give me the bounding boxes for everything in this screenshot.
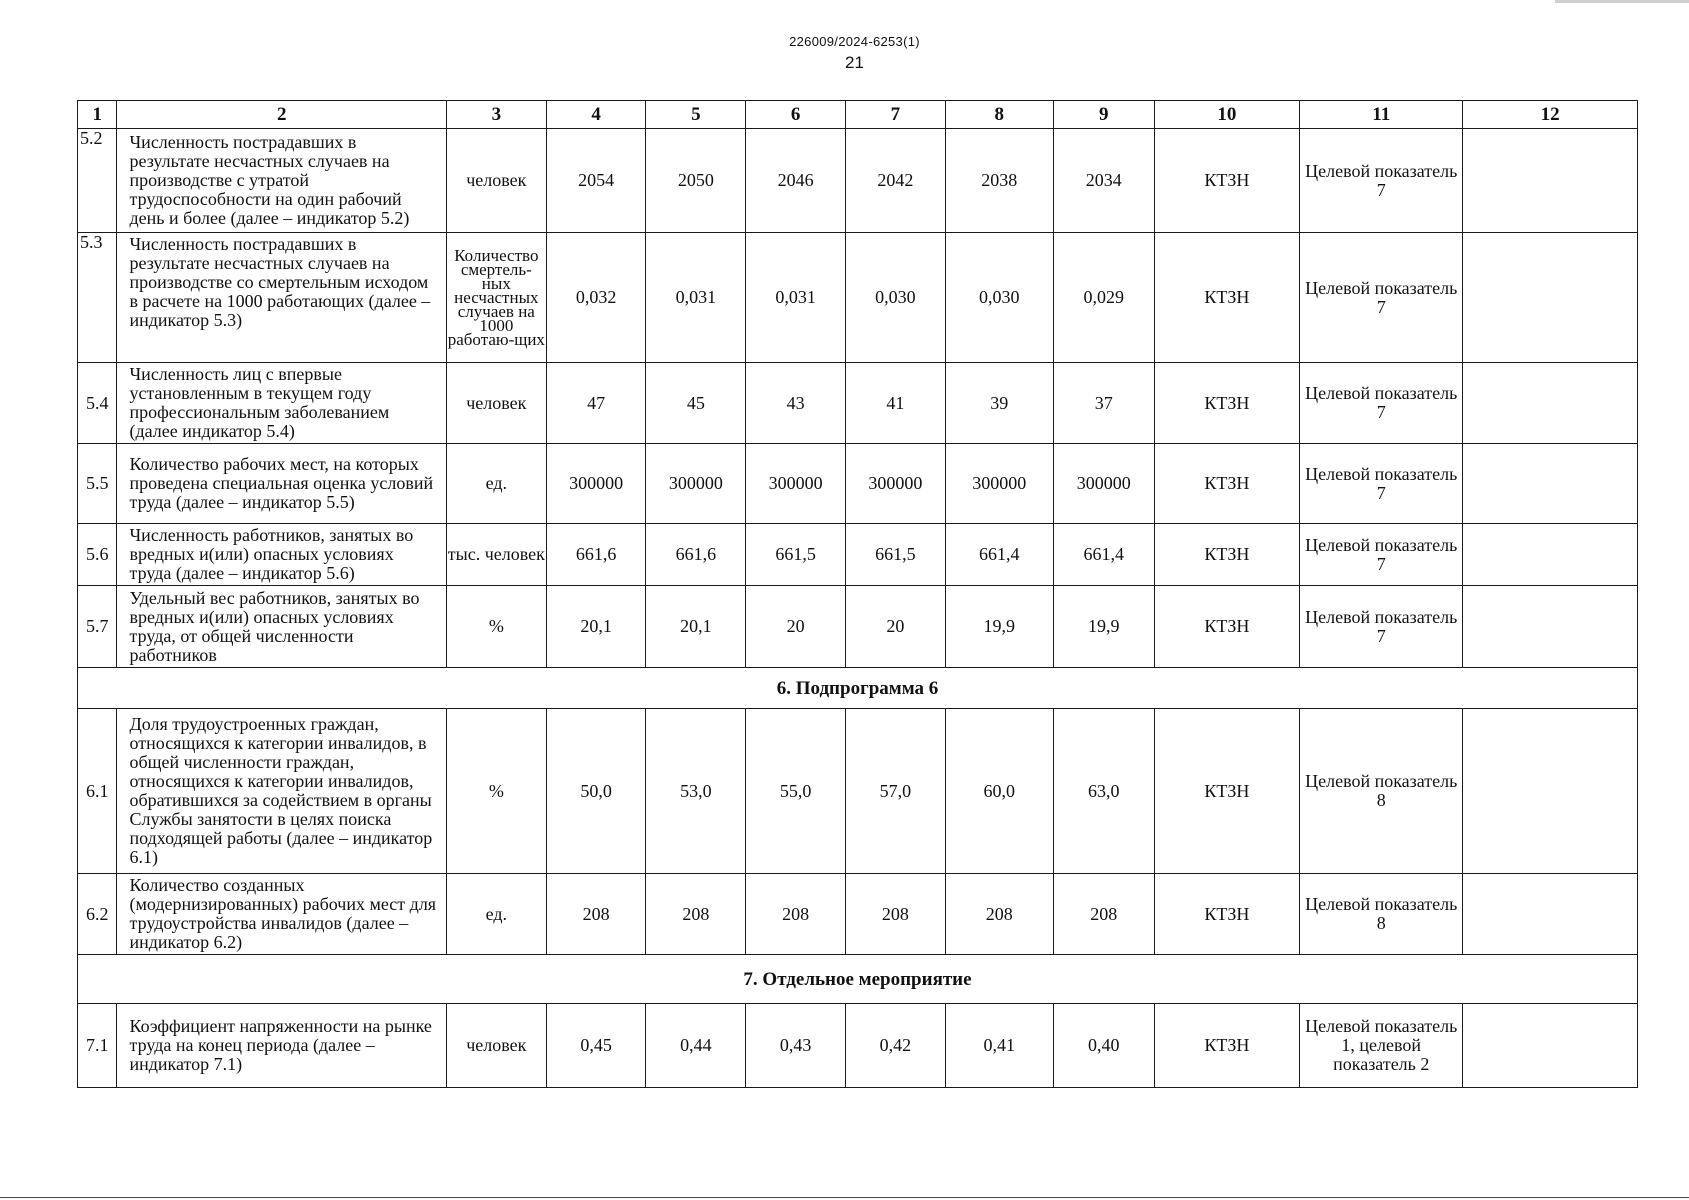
scan-bottom-edge: [0, 1197, 1689, 1198]
value-cell: 2034: [1053, 129, 1154, 233]
responsible: КТЗН: [1154, 233, 1300, 363]
value-cell: 0,43: [746, 1004, 846, 1088]
column-header: 2: [117, 101, 446, 129]
section-row: [78, 668, 1638, 709]
unit: %: [446, 709, 546, 874]
value-cell: 0,42: [846, 1004, 946, 1088]
indicator-name: Удельный вес работников, занятых во вредных и(или) опасных условиях труда, от общей численности работников: [117, 586, 446, 668]
indicator-name: Доля трудоустроенных граждан, относящихся к категории инвалидов, в общей численности граждан, относящихся к категории инвалидов, обратившихся за содействием в органы Службы занятости в целях поиска подходящей работы (далее – индикатор 6.1): [117, 709, 446, 874]
value-cell: 300000: [746, 444, 846, 524]
unit: человек: [446, 129, 546, 233]
responsible: КТЗН: [1154, 874, 1300, 955]
value-cell: 300000: [945, 444, 1053, 524]
target-indicator: Целевой показатель 7: [1300, 524, 1463, 586]
value-cell: 300000: [1053, 444, 1154, 524]
value-cell: 0,44: [646, 1004, 746, 1088]
note-cell: [1463, 874, 1638, 955]
target-indicator: Целевой показатель 7: [1300, 233, 1463, 363]
responsible: КТЗН: [1154, 444, 1300, 524]
value-cell: 39: [945, 363, 1053, 444]
value-cell: 208: [646, 874, 746, 955]
indicator-name: Численность пострадавших в результате несчастных случаев на производстве с утратой трудоспособности на один рабочий день и более (далее – индикатор 5.2): [117, 129, 446, 233]
value-cell: 0,030: [846, 233, 946, 363]
value-cell: 47: [546, 363, 646, 444]
responsible: КТЗН: [1154, 363, 1300, 444]
table-row: [78, 129, 1638, 233]
row-number: 6.1: [78, 709, 117, 874]
note-cell: [1463, 586, 1638, 668]
value-cell: 45: [646, 363, 746, 444]
value-cell: 63,0: [1053, 709, 1154, 874]
column-header: 3: [446, 101, 546, 129]
section-title: 7. Отдельное мероприятие: [78, 955, 1638, 1004]
target-indicator: Целевой показатель 7: [1300, 444, 1463, 524]
column-header: 1: [78, 101, 117, 129]
value-cell: 20,1: [546, 586, 646, 668]
value-cell: 20: [746, 586, 846, 668]
value-cell: 20: [846, 586, 946, 668]
note-cell: [1463, 524, 1638, 586]
value-cell: 2050: [646, 129, 746, 233]
indicator-name: Количество рабочих мест, на которых проведена специальная оценка условий труда (далее – индикатор 5.5): [117, 444, 446, 524]
indicator-name: Количество созданных (модернизированных) рабочих мест для трудоустройства инвалидов (далее – индикатор 6.2): [117, 874, 446, 955]
column-header: 10: [1154, 101, 1300, 129]
unit: человек: [446, 1004, 546, 1088]
unit: ед.: [446, 874, 546, 955]
row-number: 5.6: [78, 524, 117, 586]
value-cell: 2054: [546, 129, 646, 233]
row-number: 5.5: [78, 444, 117, 524]
value-cell: 661,4: [1053, 524, 1154, 586]
table-row: [78, 874, 1638, 955]
value-cell: 57,0: [846, 709, 946, 874]
unit: %: [446, 586, 546, 668]
unit: человек: [446, 363, 546, 444]
value-cell: 208: [945, 874, 1053, 955]
page-number: 21: [845, 53, 864, 72]
column-header: 4: [546, 101, 646, 129]
value-cell: 2042: [846, 129, 946, 233]
table-row: [78, 586, 1638, 668]
unit: ед.: [446, 444, 546, 524]
value-cell: 0,41: [945, 1004, 1053, 1088]
note-cell: [1463, 129, 1638, 233]
table-row: [78, 709, 1638, 874]
target-indicator: Целевой показатель 1, целевой показатель 2: [1300, 1004, 1463, 1088]
note-cell: [1463, 709, 1638, 874]
column-header: 9: [1053, 101, 1154, 129]
value-cell: 300000: [546, 444, 646, 524]
table-row: [78, 524, 1638, 586]
value-cell: 2038: [945, 129, 1053, 233]
section-title: 6. Подпрограмма 6: [78, 668, 1638, 709]
value-cell: 0,031: [646, 233, 746, 363]
value-cell: 0,40: [1053, 1004, 1154, 1088]
column-header: 5: [646, 101, 746, 129]
value-cell: 208: [546, 874, 646, 955]
value-cell: 208: [846, 874, 946, 955]
target-indicator: Целевой показатель 8: [1300, 874, 1463, 955]
value-cell: 208: [1053, 874, 1154, 955]
column-header: 7: [846, 101, 946, 129]
target-indicator: Целевой показатель 7: [1300, 363, 1463, 444]
table-row: [78, 444, 1638, 524]
scan-edge-mark: [1555, 0, 1689, 3]
table-row: [78, 363, 1638, 444]
row-number: 5.7: [78, 586, 117, 668]
note-cell: [1463, 1004, 1638, 1088]
value-cell: 41: [846, 363, 946, 444]
document-id: 226009/2024-6253(1): [789, 34, 920, 49]
value-cell: 19,9: [945, 586, 1053, 668]
column-header: 8: [945, 101, 1053, 129]
value-cell: 0,030: [945, 233, 1053, 363]
row-number: 5.2: [78, 129, 117, 233]
row-number: 5.3: [78, 233, 117, 363]
row-number: 7.1: [78, 1004, 117, 1088]
row-number: 6.2: [78, 874, 117, 955]
responsible: КТЗН: [1154, 524, 1300, 586]
target-indicator: Целевой показатель 7: [1300, 586, 1463, 668]
table-row: [78, 1004, 1638, 1088]
value-cell: 0,031: [746, 233, 846, 363]
unit: Количество смертель-ных несчастных случаев на 1000 работаю-щих: [446, 233, 546, 363]
value-cell: 43: [746, 363, 846, 444]
value-cell: 60,0: [945, 709, 1053, 874]
value-cell: 300000: [646, 444, 746, 524]
value-cell: 55,0: [746, 709, 846, 874]
column-header: 11: [1300, 101, 1463, 129]
value-cell: 53,0: [646, 709, 746, 874]
value-cell: 0,032: [546, 233, 646, 363]
row-number: 5.4: [78, 363, 117, 444]
indicators-table: [77, 100, 1638, 1088]
responsible: КТЗН: [1154, 709, 1300, 874]
value-cell: 661,6: [646, 524, 746, 586]
indicator-name: Коэффициент напряженности на рынке труда на конец периода (далее – индикатор 7.1): [117, 1004, 446, 1088]
indicator-name: Численность работников, занятых во вредных и(или) опасных условиях труда (далее – индикатор 5.6): [117, 524, 446, 586]
indicator-name: Численность лиц с впервые установленным в текущем году профессиональным заболеванием (далее индикатор 5.4): [117, 363, 446, 444]
target-indicator: Целевой показатель 8: [1300, 709, 1463, 874]
value-cell: 19,9: [1053, 586, 1154, 668]
value-cell: 20,1: [646, 586, 746, 668]
unit: тыс. человек: [446, 524, 546, 586]
value-cell: 661,4: [945, 524, 1053, 586]
value-cell: 661,5: [746, 524, 846, 586]
value-cell: 661,5: [846, 524, 946, 586]
responsible: КТЗН: [1154, 1004, 1300, 1088]
value-cell: 208: [746, 874, 846, 955]
note-cell: [1463, 233, 1638, 363]
responsible: КТЗН: [1154, 586, 1300, 668]
table-row: [78, 233, 1638, 363]
column-header: 12: [1463, 101, 1638, 129]
note-cell: [1463, 444, 1638, 524]
responsible: КТЗН: [1154, 129, 1300, 233]
column-number-row: [78, 101, 1638, 129]
section-row: [78, 955, 1638, 1004]
value-cell: 661,6: [546, 524, 646, 586]
value-cell: 0,45: [546, 1004, 646, 1088]
value-cell: 0,029: [1053, 233, 1154, 363]
value-cell: 50,0: [546, 709, 646, 874]
value-cell: 300000: [846, 444, 946, 524]
value-cell: 2046: [746, 129, 846, 233]
target-indicator: Целевой показатель 7: [1300, 129, 1463, 233]
note-cell: [1463, 363, 1638, 444]
column-header: 6: [746, 101, 846, 129]
value-cell: 37: [1053, 363, 1154, 444]
indicator-name: Численность пострадавших в результате несчастных случаев на производстве со смертельным исходом в расчете на 1000 работающих (далее – индикатор 5.3): [117, 233, 446, 363]
